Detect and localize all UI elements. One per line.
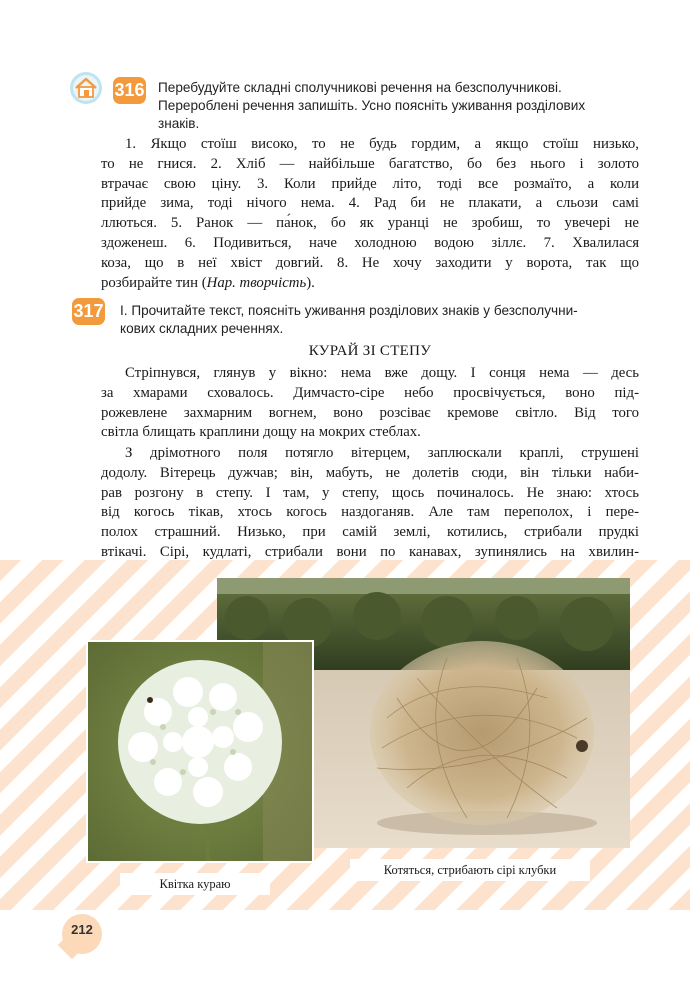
text-fragment: ).: [306, 274, 315, 291]
tumbleweed-caption: Котяться, стрибають сірі клубки: [350, 859, 590, 881]
text-line: прийде зима, тоді нічого нема. 4. Рад би не плакати, а сльози самі: [101, 195, 639, 212]
text-line: [101, 274, 639, 294]
text-line: ллються. 5. Ранок — па́нок, бо як уранці не зробиш, то увечері не: [101, 215, 639, 232]
text-line: здоженеш. 6. Подивиться, наче холодною водою зіллє. 7. Хвалилася: [101, 234, 639, 251]
instruction-line: кових складних реченнях.: [120, 321, 284, 337]
exercise-316-sentences: [101, 135, 639, 293]
exercise-316-instruction: [158, 79, 638, 134]
page-number: 212: [62, 914, 102, 954]
story-paragraph-1: [101, 364, 639, 443]
text-line: від когось тікав, хтось когось наздоганяв. Але там переполох, і пере-: [101, 504, 639, 521]
text-title: КУРАЙ ЗІ СТЕПУ: [308, 343, 432, 359]
kurai-flower-photo: [86, 640, 314, 863]
text-line: додолу. Вітерець дужчав; він, мабуть, не долетів сюди, він тільки наби-: [101, 464, 639, 481]
text-line: коза, що в неї хвіст довгий. 8. Не хочу заходити у ворота, так що: [101, 254, 639, 271]
instruction-line: знаків.: [158, 116, 200, 132]
exercise-317-instruction: [120, 302, 640, 338]
house-icon: [68, 70, 104, 106]
story-paragraph-2: [101, 444, 639, 563]
text-line: З дрімотного поля потягло вітерцем, заплюскали краплі, струшені: [125, 445, 639, 461]
text-line: рав розгону в степу. І там, у степу, щось починалось. Не знаю: хтось: [101, 484, 639, 501]
text-line: Стріпнувся, глянув у вікно: нема вже дощу. І сонця нема — десь: [125, 365, 639, 381]
text-line: за хмарами сховалось. Димчасто-сіре небо просвічується, воно під-: [101, 384, 639, 401]
text-line: рожевлене захмарним вогнем, воно розсіває кремове світло. Від того: [101, 404, 639, 421]
text-line: втрачає свою ціну. 3. Коли прийде літо, тоді все розмаїто, а коли: [101, 175, 639, 192]
text-line: 1. Якщо стоїш високо, то не будь гордим, а якщо стоїш низько,: [125, 136, 639, 152]
text-line: полох страшний. Низько, при самій землі, котились, стрибали прудкі: [101, 524, 639, 541]
flower-caption: Квітка кураю: [120, 873, 270, 895]
text-fragment: розбирайте тин (: [101, 274, 207, 291]
instruction-line: І. Прочитайте текст, поясніть уживання розділових знаків у безсполучни-: [120, 303, 578, 318]
instruction-line: Перероблені речення запишіть. Усно поясніть уживання розділових: [158, 98, 586, 114]
source-attribution: Нар. творчість: [206, 274, 307, 291]
exercise-number-badge: 317: [72, 298, 105, 325]
text-line: світла блищать краплини дощу на мокрих стеблах.: [101, 424, 421, 441]
text-line: то не гнися. 2. Хліб — найбільше багатство, бо без нього і золото: [101, 155, 639, 172]
text-line: втікачі. Сірі, кудлаті, стрибали вони по канавах, зупинялись на хвилин-: [101, 543, 639, 560]
exercise-number-badge: 316: [113, 77, 146, 104]
instruction-line: Перебудуйте складні сполучникові речення на безсполучникові.: [158, 80, 562, 95]
